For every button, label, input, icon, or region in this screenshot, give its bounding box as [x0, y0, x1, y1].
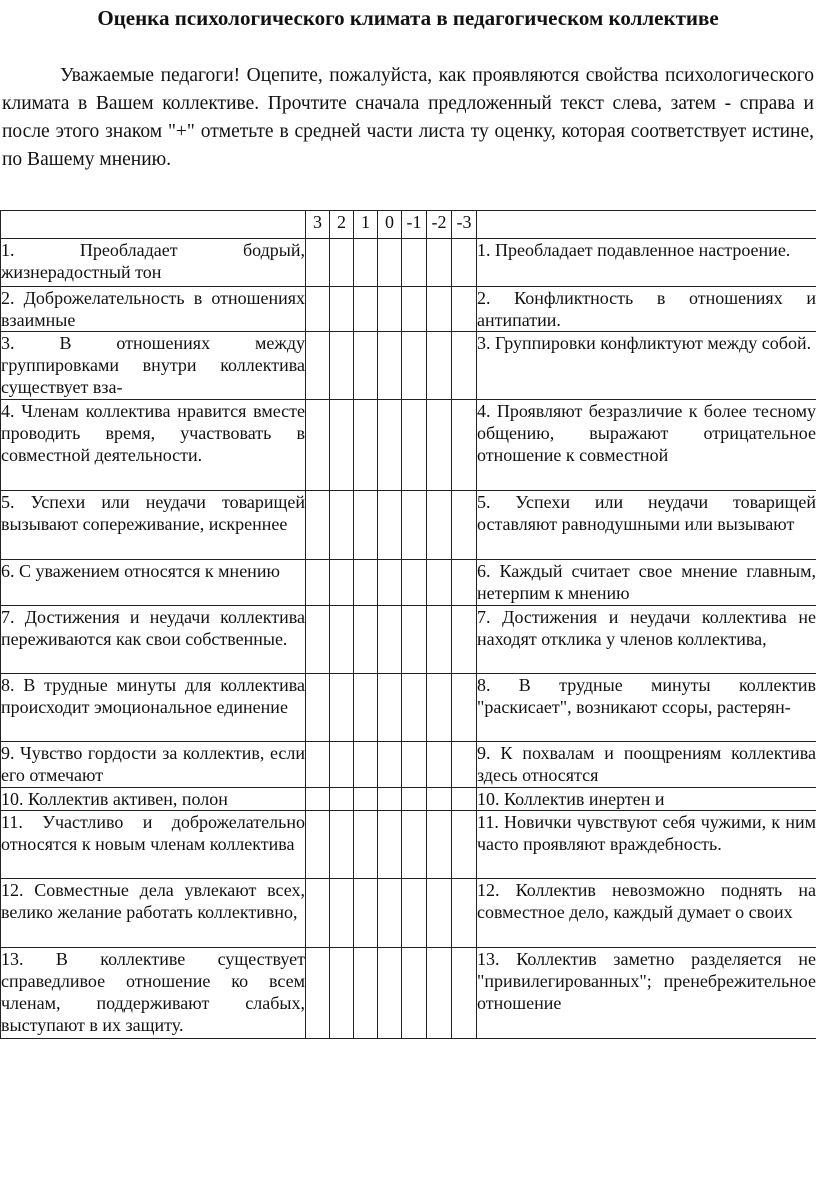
scale-header-cell: 3	[306, 211, 330, 239]
survey-row	[1, 560, 816, 606]
left-statement-text: 1. Преобладает бодрый, жизнерадостный тон	[1, 240, 305, 282]
rating-cell[interactable]	[402, 560, 427, 606]
rating-cell[interactable]	[427, 606, 452, 674]
rating-cell[interactable]	[306, 811, 330, 879]
right-statement-cell	[477, 400, 816, 491]
rating-cell[interactable]	[378, 491, 402, 560]
right-statement-text: 11. Новички чувствуют себя чужими, к ним часто проявляют враждебность.	[477, 812, 816, 854]
left-statement-text: 13. В коллективе существует справедливое отношение ко всем членам, поддерживают слабых, выступают в их защиту.	[1, 949, 305, 1035]
rating-cell[interactable]	[306, 742, 330, 788]
survey-row	[1, 239, 816, 287]
rating-cell[interactable]	[330, 400, 354, 491]
rating-cell[interactable]	[402, 742, 427, 788]
rating-cell[interactable]	[330, 674, 354, 742]
left-statement-cell	[1, 788, 306, 811]
right-statement-cell	[477, 674, 816, 742]
rating-cell[interactable]	[402, 879, 427, 948]
left-statement-cell	[1, 332, 306, 400]
rating-cell[interactable]	[330, 606, 354, 674]
right-statement-cell	[477, 332, 816, 400]
rating-cell[interactable]	[427, 811, 452, 879]
right-statement-cell	[477, 788, 816, 811]
rating-cell[interactable]	[402, 287, 427, 332]
rating-cell[interactable]	[306, 491, 330, 560]
rating-cell[interactable]	[427, 400, 452, 491]
right-statement-text: 8. В трудные минуты коллектив "раскисает", возникают ссоры, растерян-	[477, 675, 816, 717]
rating-cell[interactable]	[452, 879, 477, 948]
survey-row	[1, 332, 816, 400]
rating-cell[interactable]	[378, 811, 402, 879]
rating-cell[interactable]	[427, 560, 452, 606]
rating-cell[interactable]	[378, 788, 402, 811]
rating-cell[interactable]	[306, 239, 330, 287]
rating-cell[interactable]	[402, 400, 427, 491]
rating-cell[interactable]	[306, 879, 330, 948]
rating-cell[interactable]	[402, 811, 427, 879]
right-statement-cell	[477, 491, 816, 560]
rating-cell[interactable]	[378, 674, 402, 742]
scale-header-cell: 2	[330, 211, 354, 239]
scale-header-cell: -3	[452, 211, 477, 239]
rating-cell[interactable]	[330, 788, 354, 811]
rating-cell[interactable]	[452, 742, 477, 788]
rating-cell[interactable]	[402, 332, 427, 400]
rating-cell[interactable]	[452, 788, 477, 811]
rating-cell[interactable]	[427, 287, 452, 332]
rating-cell[interactable]	[378, 400, 402, 491]
rating-cell[interactable]	[306, 948, 330, 1039]
left-statement-text: 3. В отношениях между группировками внутри коллектива существует вза-	[1, 333, 305, 397]
left-statement-text: 10. Коллектив активен, полон	[1, 789, 228, 809]
left-statement-cell	[1, 879, 306, 948]
right-statement-cell	[477, 879, 816, 948]
right-statement-text: 13. Коллектив заметно разделяется не "привилегированных"; пренебрежительное отношение	[477, 949, 816, 1013]
rating-cell[interactable]	[354, 879, 378, 948]
right-statement-text: 7. Достижения и неудачи коллектива не находят отклика у членов коллектива,	[477, 607, 816, 649]
right-statement-cell	[477, 287, 816, 332]
rating-cell[interactable]	[378, 332, 402, 400]
right-header-cell	[477, 211, 816, 239]
rating-cell[interactable]	[402, 948, 427, 1039]
left-statement-text: 11. Участливо и доброжелательно относятся к новым членам коллектива	[1, 812, 305, 854]
rating-cell[interactable]	[330, 287, 354, 332]
rating-cell[interactable]	[306, 560, 330, 606]
left-statement-cell	[1, 239, 306, 287]
rating-cell[interactable]	[354, 811, 378, 879]
left-statement-text: 2. Доброжелательность в отношениях взаимные	[1, 288, 305, 330]
left-statement-cell	[1, 560, 306, 606]
rating-cell[interactable]	[402, 674, 427, 742]
right-statement-text: 5. Успехи или неудачи товарищей оставляют равнодушными или вызывают	[477, 492, 816, 534]
rating-cell[interactable]	[354, 742, 378, 788]
rating-cell[interactable]	[306, 287, 330, 332]
rating-cell[interactable]	[306, 332, 330, 400]
left-statement-text: 12. Совместные дела увлекают всех, велико желание работать коллективно,	[1, 880, 305, 922]
rating-cell[interactable]	[354, 400, 378, 491]
rating-cell[interactable]	[378, 742, 402, 788]
rating-cell[interactable]	[427, 948, 452, 1039]
rating-cell[interactable]	[378, 948, 402, 1039]
scale-header-cell: -1	[402, 211, 427, 239]
rating-cell[interactable]	[306, 606, 330, 674]
left-statement-cell	[1, 811, 306, 879]
survey-table	[0, 210, 816, 1039]
rating-cell[interactable]	[452, 674, 477, 742]
rating-cell[interactable]	[354, 491, 378, 560]
right-statement-cell	[477, 560, 816, 606]
rating-cell[interactable]	[452, 287, 477, 332]
rating-cell[interactable]	[378, 287, 402, 332]
scale-header-cell: 1	[354, 211, 378, 239]
right-statement-cell	[477, 811, 816, 879]
rating-cell[interactable]	[354, 948, 378, 1039]
rating-cell[interactable]	[427, 742, 452, 788]
survey-row	[1, 948, 816, 1039]
right-statement-text: 6. Каждый считает свое мнение главным, нетерпим к мнению	[477, 561, 816, 603]
left-header-cell	[1, 211, 306, 239]
rating-cell[interactable]	[354, 287, 378, 332]
left-statement-cell	[1, 606, 306, 674]
rating-cell[interactable]	[452, 239, 477, 287]
rating-cell[interactable]	[452, 811, 477, 879]
scale-header-cell: 0	[378, 211, 402, 239]
left-statement-cell	[1, 287, 306, 332]
rating-cell[interactable]	[306, 788, 330, 811]
right-statement-text: 9. К похвалам и поощрениям коллектива здесь относятся	[477, 743, 816, 785]
scale-header-row	[1, 211, 816, 239]
left-statement-cell	[1, 491, 306, 560]
rating-cell[interactable]	[378, 606, 402, 674]
survey-row	[1, 811, 816, 879]
rating-cell[interactable]	[452, 491, 477, 560]
right-statement-text: 1. Преобладает подавленное настроение.	[477, 240, 791, 260]
rating-cell[interactable]	[402, 239, 427, 287]
rating-cell[interactable]	[330, 742, 354, 788]
left-statement-text: 5. Успехи или неудачи товарищей вызывают сопереживание, искреннее	[1, 492, 305, 534]
rating-cell[interactable]	[378, 879, 402, 948]
rating-cell[interactable]	[330, 491, 354, 560]
rating-cell[interactable]	[452, 948, 477, 1039]
rating-cell[interactable]	[427, 788, 452, 811]
rating-cell[interactable]	[330, 560, 354, 606]
rating-cell[interactable]	[354, 674, 378, 742]
left-statement-text: 6. С уважением относятся к мнению	[1, 561, 280, 581]
rating-cell[interactable]	[354, 560, 378, 606]
survey-row	[1, 674, 816, 742]
rating-cell[interactable]	[354, 332, 378, 400]
rating-cell[interactable]	[427, 491, 452, 560]
scale-header-cell: -2	[427, 211, 452, 239]
right-statement-cell	[477, 948, 816, 1039]
rating-cell[interactable]	[427, 879, 452, 948]
rating-cell[interactable]	[427, 332, 452, 400]
left-statement-text: 4. Членам коллектива нравится вместе проводить время, участвовать в совместной деятельности.	[1, 401, 305, 465]
right-statement-cell	[477, 239, 816, 287]
rating-cell[interactable]	[452, 560, 477, 606]
rating-cell[interactable]	[354, 606, 378, 674]
rating-cell[interactable]	[306, 674, 330, 742]
survey-row	[1, 879, 816, 948]
instructions-paragraph: Уважаемые педагоги! Оцепите, пожалуйста, как проявляются свойства психологического климата в Вашем коллективе. Прочтите сначала предложенный текст слева, затем - справа и после этого знаком "+" отметьте в средней части листа ту оценку, которая соответствует истине, по Вашему мнению.	[2, 65, 814, 170]
rating-cell[interactable]	[354, 239, 378, 287]
left-statement-cell	[1, 742, 306, 788]
rating-cell[interactable]	[452, 606, 477, 674]
survey-row	[1, 491, 816, 560]
right-statement-text: 12. Коллектив невозможно поднять на совместное дело, каждый думает о своих	[477, 880, 816, 922]
right-statement-text: 10. Коллектив инертен и	[477, 789, 665, 809]
rating-cell[interactable]	[330, 948, 354, 1039]
right-statement-text: 3. Группировки конфликтуют между собой.	[477, 333, 812, 353]
survey-row	[1, 287, 816, 332]
rating-cell[interactable]	[330, 879, 354, 948]
rating-cell[interactable]	[330, 811, 354, 879]
survey-row	[1, 742, 816, 788]
right-statement-text: 4. Проявляют безразличие к более тесному общению, выражают отрицательное отношение к совместной	[477, 401, 816, 465]
rating-cell[interactable]	[402, 788, 427, 811]
left-statement-cell	[1, 948, 306, 1039]
left-statement-cell	[1, 674, 306, 742]
survey-row	[1, 606, 816, 674]
rating-cell[interactable]	[452, 332, 477, 400]
rating-cell[interactable]	[330, 332, 354, 400]
rating-cell[interactable]	[402, 606, 427, 674]
rating-cell[interactable]	[427, 239, 452, 287]
survey-row	[1, 400, 816, 491]
right-statement-cell	[477, 742, 816, 788]
rating-cell[interactable]	[306, 400, 330, 491]
left-statement-text: 8. В трудные минуты для коллектива происходит эмоциональное единение	[1, 675, 305, 717]
rating-cell[interactable]	[330, 239, 354, 287]
survey-row	[1, 788, 816, 811]
right-statement-cell	[477, 606, 816, 674]
rating-cell[interactable]	[427, 674, 452, 742]
rating-cell[interactable]	[378, 239, 402, 287]
left-statement-cell	[1, 400, 306, 491]
rating-cell[interactable]	[378, 560, 402, 606]
right-statement-text: 2. Конфликтность в отношениях и антипатии.	[477, 288, 816, 330]
left-statement-text: 7. Достижения и неудачи коллектива переживаются как свои собственные.	[1, 607, 305, 649]
rating-cell[interactable]	[402, 491, 427, 560]
rating-cell[interactable]	[452, 400, 477, 491]
rating-cell[interactable]	[354, 788, 378, 811]
left-statement-text: 9. Чувство гордости за коллектив, если его отмечают	[1, 743, 305, 785]
page-title: Оценка психологического климата в педагогическом коллективе	[97, 6, 719, 30]
